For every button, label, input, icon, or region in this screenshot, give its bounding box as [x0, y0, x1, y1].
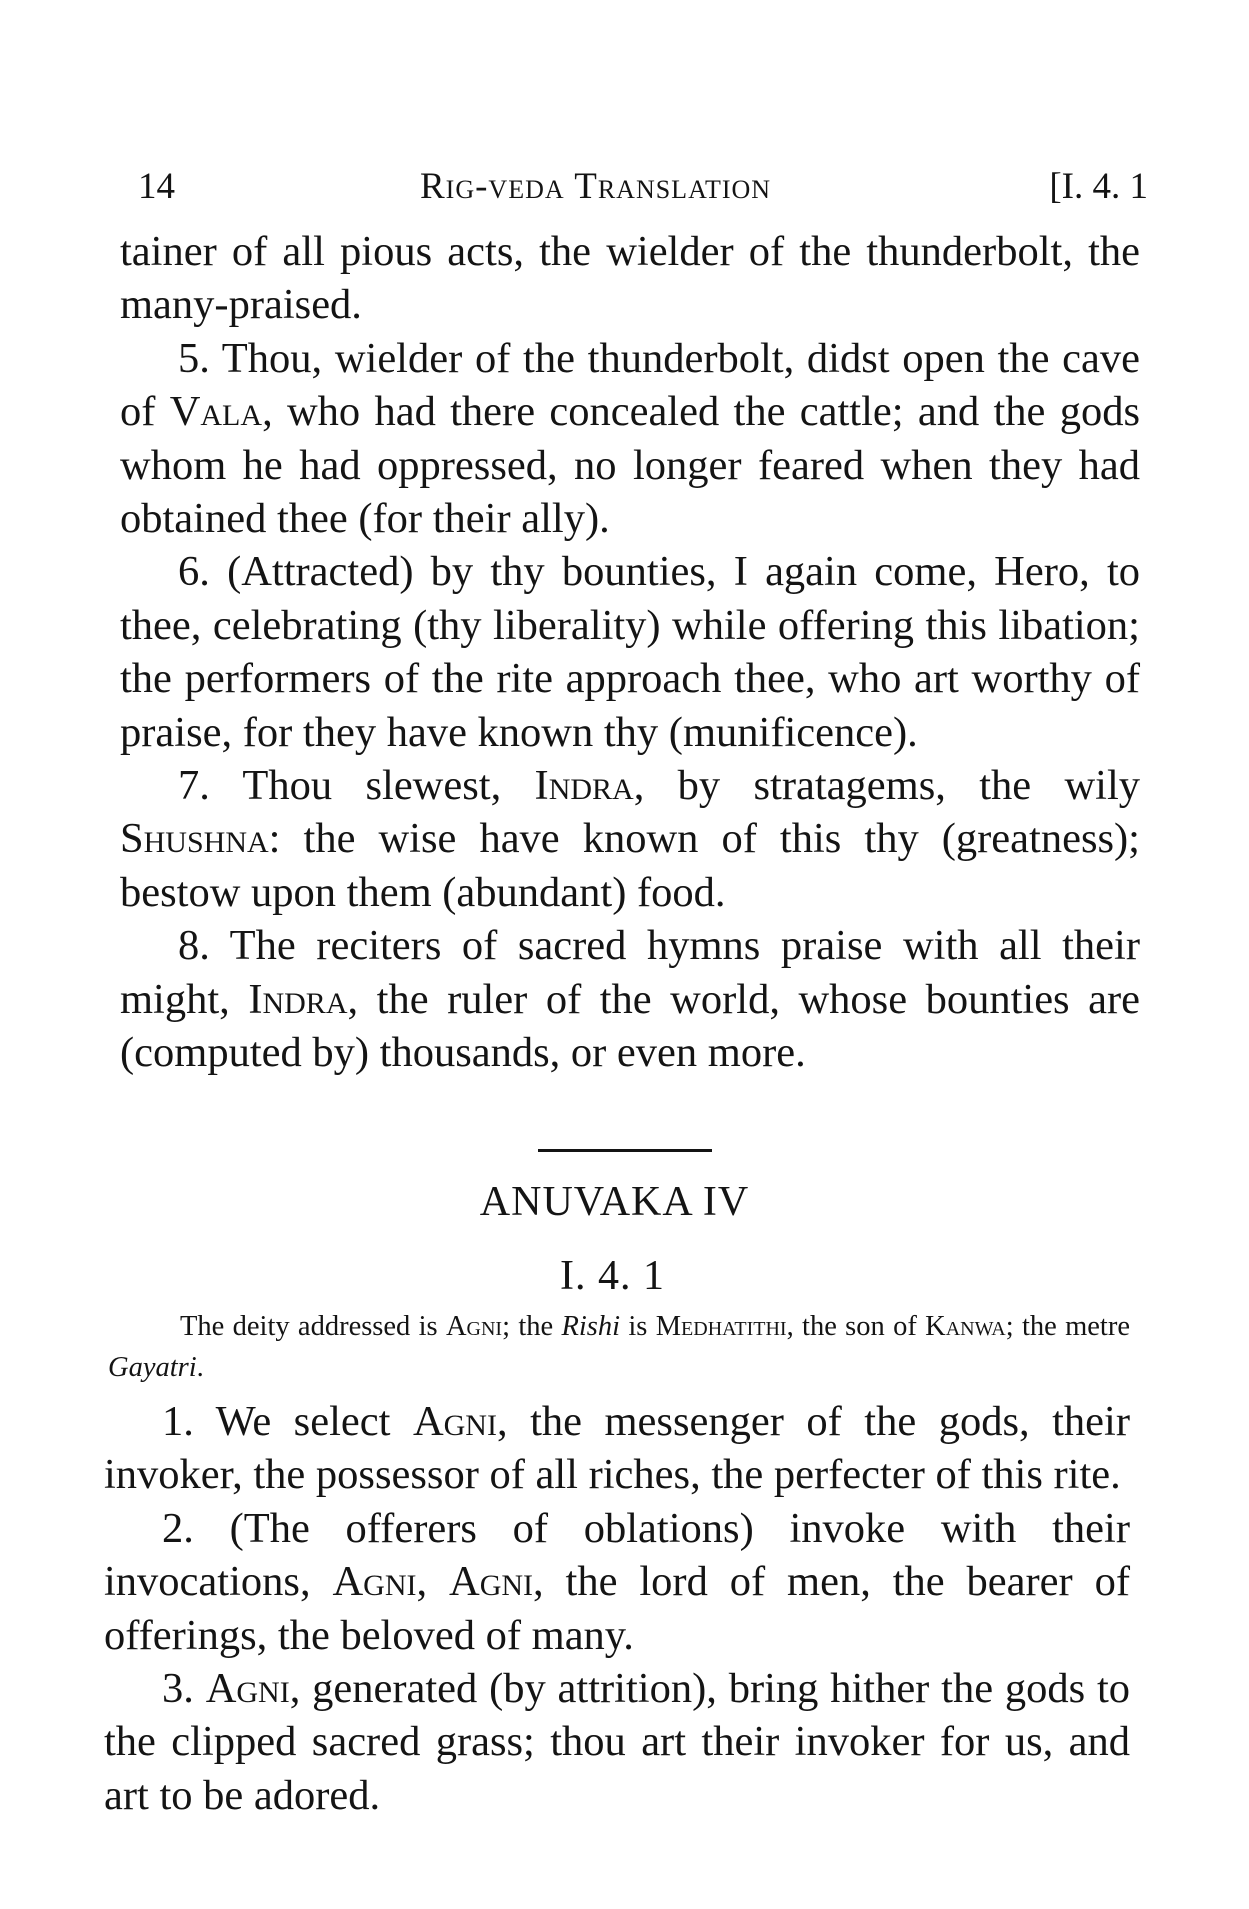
name-agni: Agni: [412, 1398, 497, 1445]
verse-3-text-end: , generated (by attrition), bring hither the gods to the clipped sacred grass; thou art their invoker for us, and art to be adored.: [104, 1665, 1131, 1819]
verse-3: [104, 1662, 1130, 1822]
name-agni: Agni: [205, 1665, 290, 1713]
text-block-hymn-continuation: [120, 225, 1140, 1080]
note-text-part: is: [620, 1311, 656, 1342]
verse-7-text-end: : the wise have known of this thy (greatness); bestow upon them (abundant) food.: [120, 815, 1140, 916]
name-agni: Agni: [445, 1311, 503, 1342]
verse-5: [120, 332, 1140, 546]
name-kanwa: Kanwa: [925, 1311, 1006, 1342]
name-indra: Indra: [248, 975, 348, 1023]
name-vala: Vala: [169, 388, 263, 436]
note-text-part: ; the: [502, 1311, 562, 1342]
verse-5-text: 5. Thou, wielder of the thunderbolt, didst open the cave of: [120, 334, 1140, 436]
text-block-hymn-verses: [104, 1395, 1130, 1822]
verse-5-text-end: , who had there concealed the cattle; and the gods whom he had oppressed, no longer feared when they had obtained thee (for their ally).: [120, 388, 1141, 543]
name-agni: Agni: [332, 1558, 417, 1606]
verse-6: 6. (Attracted) by thy bounties, I again come, Hero, to thee, celebrating (thy liberality) while offering this libation; the performers of the rite approach thee, who art worthy of praise, for they have known thy (munificence).: [120, 548, 1140, 756]
verse-8-text: 8. The reciters of sacred hymns praise with all their might,: [120, 922, 1140, 1023]
page-number: 14: [138, 166, 175, 207]
name-indra: Indra: [534, 762, 634, 810]
verse-3-text: 3.: [162, 1665, 206, 1713]
running-title: Rig-veda Translation: [420, 166, 772, 207]
hymn-reference: I. 4. 1: [560, 1253, 665, 1299]
metre-name: Gayatri: [108, 1352, 197, 1383]
rishi-label: Rishi: [561, 1311, 621, 1342]
section-reference: [I. 4. 1: [1049, 166, 1148, 207]
verse-7-text: 7. Thou slewest,: [178, 762, 535, 810]
note-text-part: , the son of: [786, 1311, 926, 1342]
verse-1-text: 1. We select: [162, 1398, 413, 1445]
paragraph-continuation: tainer of all pious acts, the wielder of the thunderbolt, the many-praised.: [120, 228, 1140, 329]
hymn-introduction-note: [108, 1306, 1130, 1388]
anuvaka-heading: ANUVAKA IV: [479, 1179, 750, 1225]
section-divider: [538, 1149, 712, 1152]
name-agni: Agni: [449, 1558, 534, 1606]
verse-2-text: 2. (The offerers of oblations) invoke with their invocations,: [104, 1504, 1130, 1606]
verse-1-text-end: , the messenger of the gods, their invoker, the possessor of all riches, the perfecter of this rite.: [104, 1398, 1130, 1499]
verse-8: [120, 919, 1140, 1079]
running-header: [138, 162, 1148, 212]
note-text-part: .: [196, 1352, 204, 1383]
name-shushna: Shushna: [120, 815, 269, 863]
verse-7-text-mid: , by stratagems, the wily: [633, 762, 1140, 810]
note-text-part: The deity addressed is: [180, 1311, 446, 1342]
verse-8-text-end: , the ruler of the world, whose bounties are (computed by) thousands, or even more.: [120, 975, 1140, 1077]
verse-7: [120, 759, 1140, 919]
note-text: [108, 1306, 1130, 1388]
verse-1: [104, 1395, 1130, 1502]
verse-2-separator: ,: [416, 1558, 450, 1606]
name-medhatithi: Medhatithi: [655, 1311, 787, 1342]
verse-2: [104, 1502, 1130, 1662]
note-text-part: ; the metre: [1005, 1311, 1130, 1342]
verse-2-text-end: , the lord of men, the bearer of offerings, the beloved of many.: [104, 1558, 1130, 1659]
